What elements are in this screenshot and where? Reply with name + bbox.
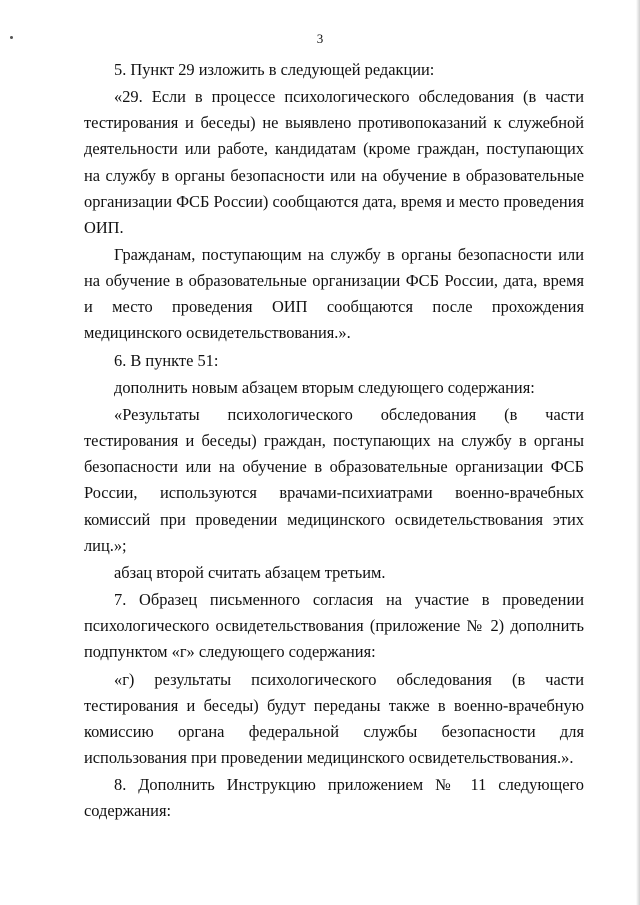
scan-edge-shadow <box>636 0 640 905</box>
page-number: 3 <box>316 31 324 46</box>
paragraph-subitem-g-quote: «г) результаты психологического обследования (в части тестирования и беседы) будут переданы также в военно-врачебную комиссию органа федеральной службы безопасности для использования при проведении медицинского освидетельствования.». <box>84 669 584 767</box>
paragraph-item-6: 6. В пункте 51: <box>114 350 219 370</box>
paragraph-item-8: 8. Дополнить Инструкцию приложением № 11 следующего содержания: <box>84 775 584 821</box>
paragraph-results-quote: «Результаты психологического обследования (в части тестирования и беседы) граждан, поступающих на службу в органы безопасности или на обучение в образовательные организации ФСБ России, используются врачами-психиатрами военно-врачебных комиссий при проведении медицинского освидетельствования этих лиц.»; <box>84 405 584 555</box>
paragraph-item-5: 5. Пункт 29 изложить в следующей редакции: <box>114 60 435 79</box>
paragraph-add-new-subparagraph: дополнить новым абзацем вторым следующего содержания: <box>114 377 535 397</box>
paragraph-citizens-notice: Гражданам, поступающим на службу в органы безопасности или на обучение в образовательные организации ФСБ России, дата, время и место проведения ОИП сообщаются после прохождения медицинского освидетельствования.». <box>84 245 584 343</box>
paragraph-renumber: абзац второй считать абзацем третьим. <box>114 562 386 582</box>
document-body <box>84 57 584 826</box>
paragraph-item-7: 7. Образец письменного согласия на участие в проведении психологического освидетельствования (приложение № 2) дополнить подпунктом «г» следующего содержания: <box>84 590 584 662</box>
paragraph-item-29-quote: «29. Если в процессе психологического обследования (в части тестирования и беседы) не выявлено противопоказаний к служебной деятельности или работе, кандидатам (кроме граждан, поступающих на службу в органы безопасности или на обучение в образовательные организации ФСБ России) сообщаются дата, время и место проведения ОИП. <box>84 87 584 237</box>
